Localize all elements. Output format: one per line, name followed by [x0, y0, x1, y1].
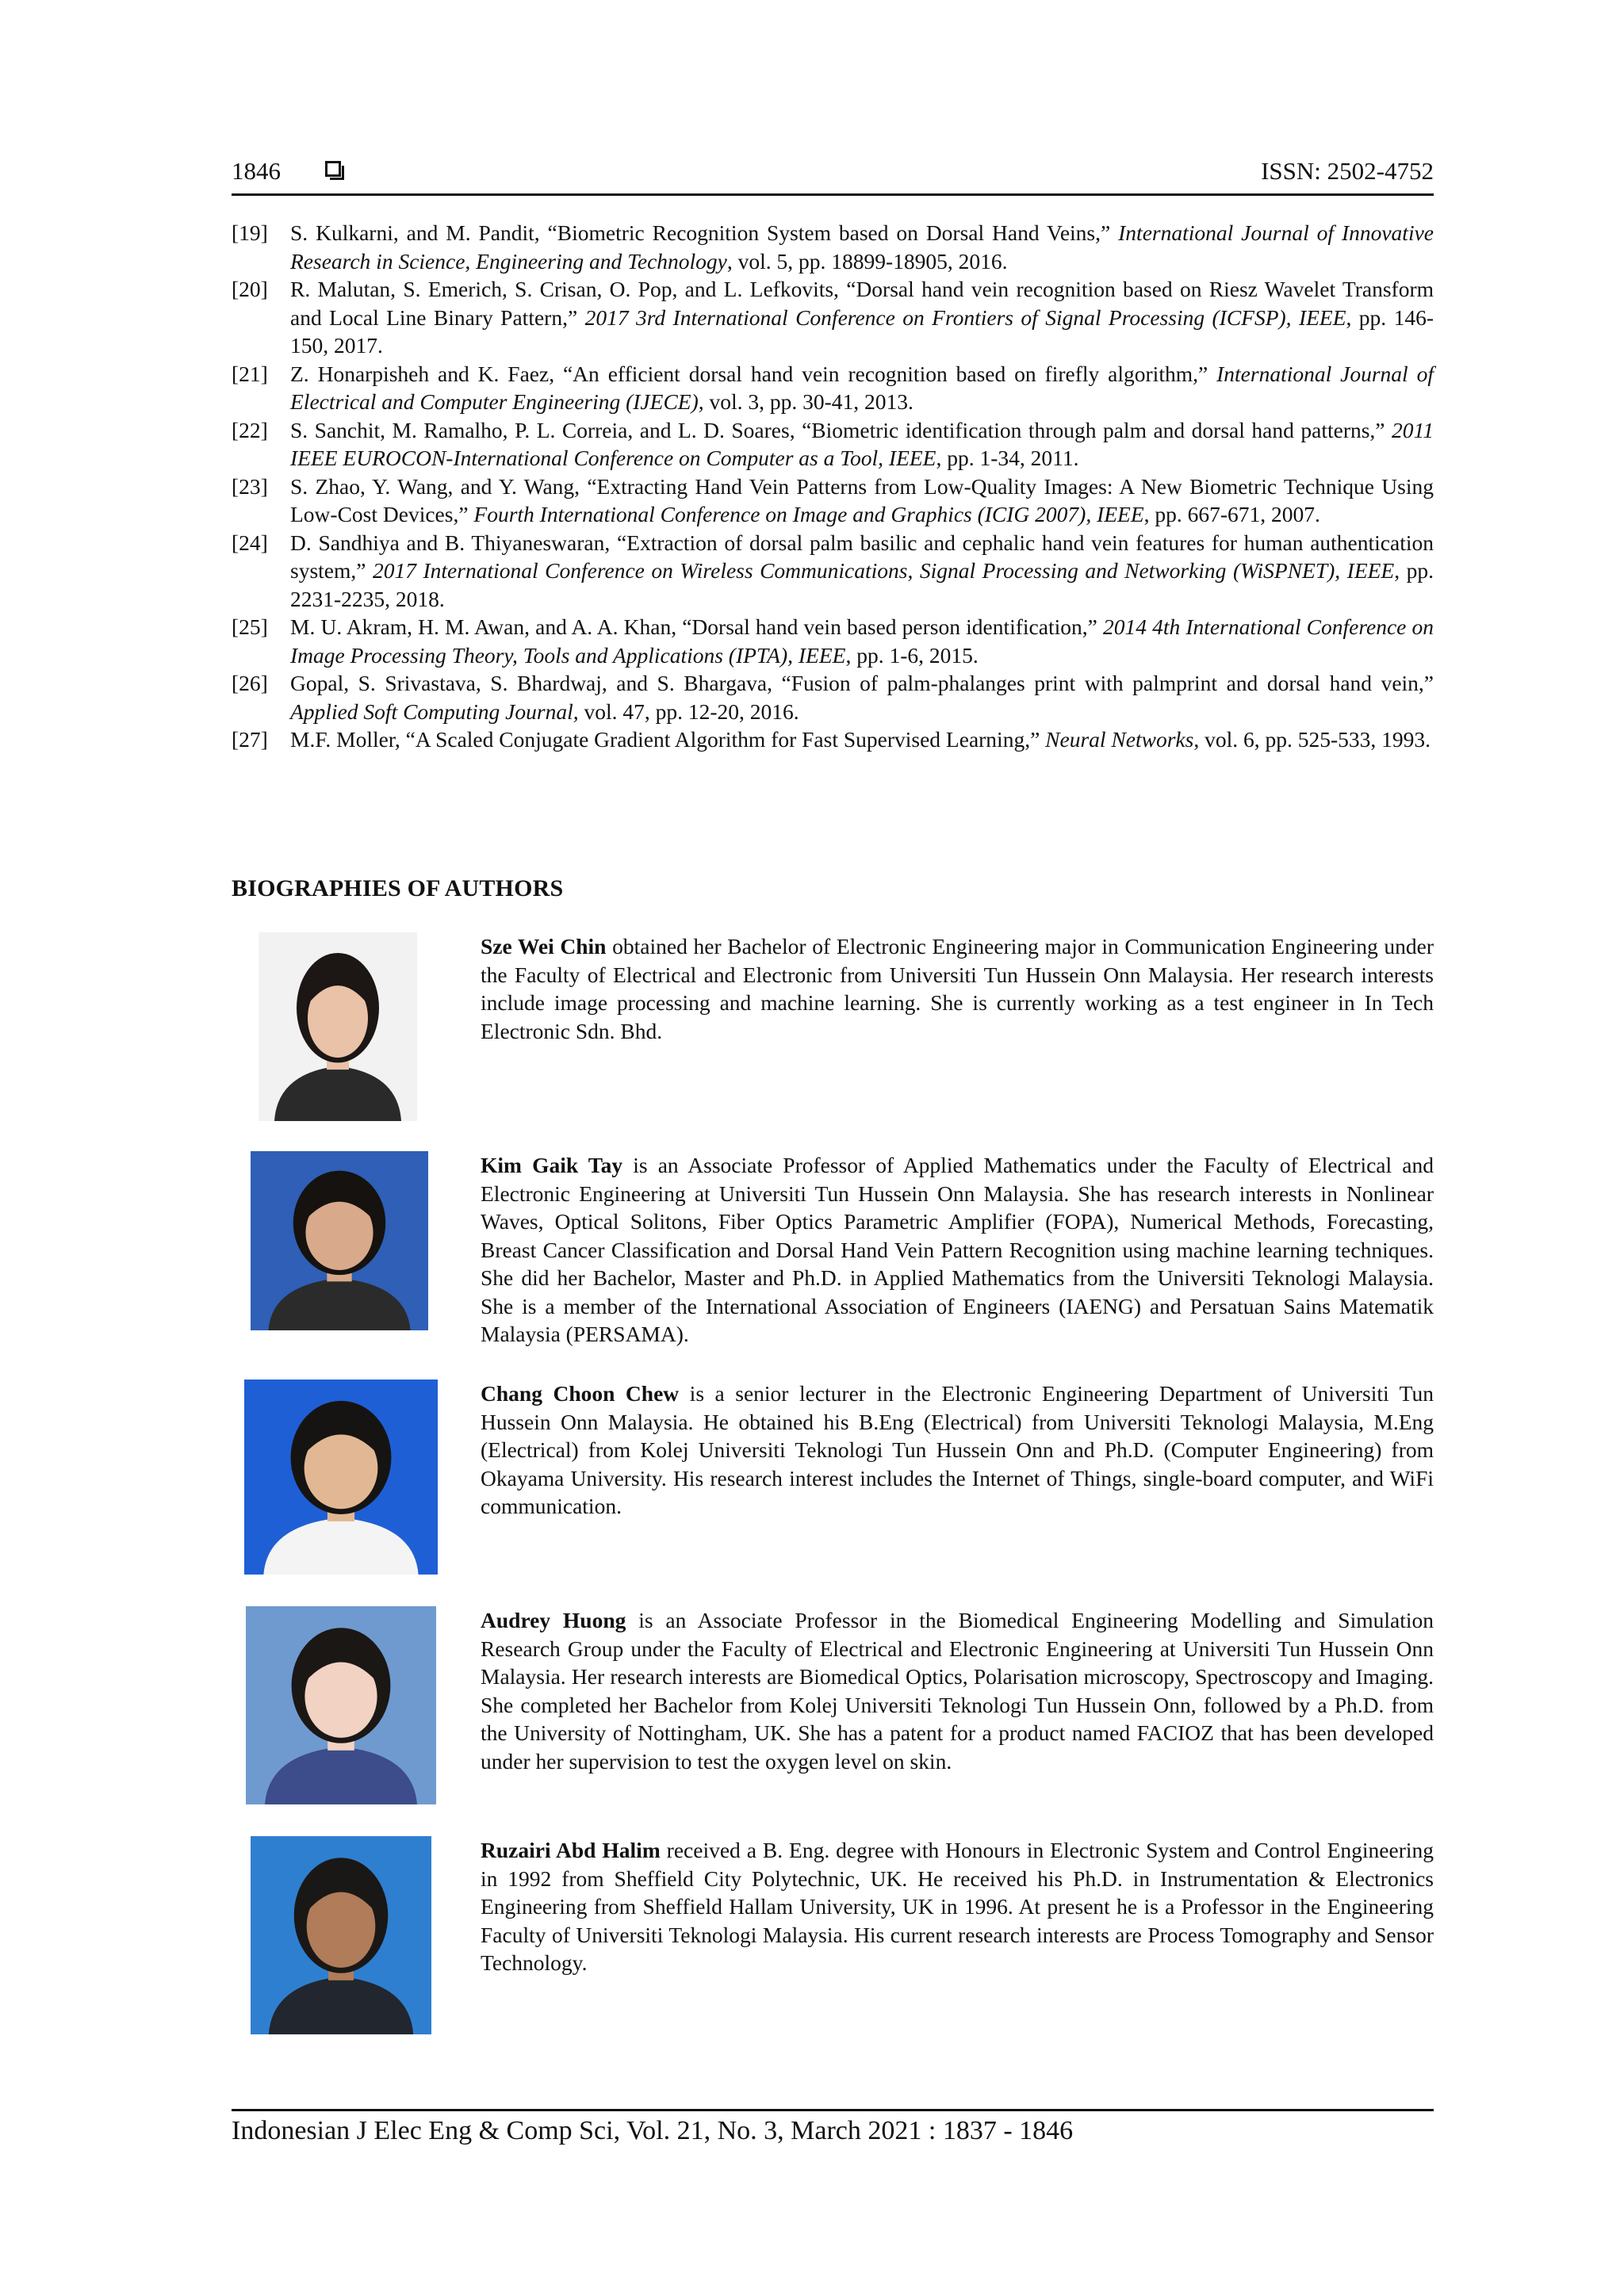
- reference-text: Gopal, S. Srivastava, S. Bhardwaj, and S. Bhargava, “Fusion of palm-phalanges print with palmprint and dorsal hand vein,”: [290, 671, 1434, 695]
- header-rule: [232, 193, 1434, 196]
- reference-text: , pp. 1-34, 2011.: [936, 446, 1079, 470]
- reference-number: [19]: [232, 220, 268, 245]
- author-name: Ruzairi Abd Halim: [481, 1838, 661, 1862]
- reference-text: R. Malutan, S. Emerich, S. Crisan, O. Pop, and L. Lefkovits, “Dorsal hand vein recognition based on Riesz Wavelet Transform and Local Line Binary Pattern,”: [290, 277, 1434, 330]
- reference-text: , pp. 667-671, 2007.: [1143, 502, 1320, 526]
- reference-item: [232, 219, 1434, 275]
- author-bio-text: [481, 1380, 1434, 1521]
- reference-venue: 2014 4th International Conference on Image Processing Theory, Tools and Applications (IPTA), IEEE: [290, 614, 1434, 668]
- reference-venue: Fourth International Conference on Image and Graphics (ICIG 2007), IEEE: [473, 502, 1144, 526]
- author-name: Audrey Huong: [481, 1608, 626, 1632]
- reference-text: D. Sandhiya and B. Thiyaneswaran, “Extraction of dorsal palm basilic and cephalic hand vein features for human authentication system,”: [290, 530, 1434, 583]
- author-photo: [244, 1380, 438, 1575]
- reference-item: [232, 529, 1434, 614]
- author-photo: [246, 1606, 436, 1804]
- author-description: is an Associate Professor of Applied Mathematics under the Faculty of Electrical and Electronic Engineering at Universiti Tun Hussein Onn Malaysia. She has research interests in Nonlinear Waves, Optical Solitons, Fiber Optics Parametric Amplifier (FOPA), Numerical Methods, Forecasting, Breast Cancer Classification and Dorsal Hand Vein Pattern Recognition using machine learning techniques. She did her Bachelor, Master and Ph.D. in Applied Mathematics from the Universiti Teknologi Malaysia. She is a member of the International Association of Engineers (IAENG) and Persatuan Sains Matematik Malaysia (PERSAMA).: [481, 1153, 1434, 1346]
- reference-text: M. U. Akram, H. M. Awan, and A. A. Khan, “Dorsal hand vein based person identification,”: [290, 614, 1103, 639]
- author-photo: [251, 1836, 431, 2034]
- reference-venue: Neural Networks: [1045, 727, 1194, 752]
- reference-number: [25]: [232, 614, 268, 639]
- author-photo: [259, 932, 417, 1121]
- author-bio-text: [481, 1151, 1434, 1349]
- author-description: is an Associate Professor in the Biomedical Engineering Modelling and Simulation Research Group under the Faculty of Electrical and Electronic Engineering at Universiti Tun Hussein Onn Malaysia. Her research interests are Biomedical Optics, Polarisation microscopy, Spectroscopy and Imaging. She completed her Bachelor from Kolej Universiti Teknologi Tun Hussein Onn, followed by a Ph.D. from the University of Nottingham, UK. She has a patent for a product named FACIOZ that has been developed under her supervision to test the oxygen level on skin.: [481, 1608, 1434, 1774]
- square-bullet-icon: [325, 161, 341, 177]
- reference-item: [232, 613, 1434, 669]
- biographies-heading: BIOGRAPHIES OF AUTHORS: [232, 875, 564, 901]
- reference-text: Z. Honarpisheh and K. Faez, “An efficient dorsal hand vein recognition based on firefly algorithm,”: [290, 361, 1217, 386]
- reference-text: S. Kulkarni, and M. Pandit, “Biometric Recognition System based on Dorsal Hand Veins,”: [290, 220, 1119, 245]
- reference-number: [21]: [232, 361, 268, 386]
- reference-list: [232, 219, 1434, 754]
- reference-venue: International Journal of Electrical and Computer Engineering (IJECE),: [290, 361, 1434, 414]
- reference-number: [23]: [232, 473, 268, 499]
- reference-text: S. Zhao, Y. Wang, and Y. Wang, “Extracting Hand Vein Patterns from Low-Quality Images: A New Biometric Technique Using Low-Cost Devices,”: [290, 473, 1434, 526]
- page-number: 1846: [232, 157, 281, 185]
- reference-text: vol. 3, pp. 30-41, 2013.: [703, 389, 914, 414]
- reference-text: , vol. 5, pp. 18899-18905, 2016.: [726, 248, 1008, 274]
- footer-rule: [232, 2109, 1434, 2111]
- reference-text: , pp. 2231-2235, 2018.: [290, 558, 1434, 611]
- reference-number: [24]: [232, 530, 268, 555]
- author-description: obtained her Bachelor of Electronic Engineering major in Communication Engineering under the Faculty of Electrical and Electronic from Universiti Tun Hussein Onn Malaysia. Her research interests include image processing and machine learning. She is currently working as a test engineer in In Tech Electronic Sdn. Bhd.: [481, 934, 1434, 1043]
- reference-text: , vol. 6, pp. 525-533, 1993.: [1193, 727, 1431, 752]
- author-bio-text: [481, 1836, 1434, 1977]
- reference-text: M.F. Moller, “A Scaled Conjugate Gradient Algorithm for Fast Supervised Learning,”: [290, 727, 1046, 752]
- reference-item: [232, 360, 1434, 416]
- reference-item: [232, 473, 1434, 529]
- reference-number: [20]: [232, 277, 268, 301]
- author-bio-text: [481, 932, 1434, 1045]
- reference-number: [26]: [232, 671, 268, 695]
- author-description: received a B. Eng. degree with Honours in Electronic System and Control Engineering in 1992 from Sheffield City Polytechnic, UK. He received his Ph.D. in Instrumentation & Electronics Engineering from Sheffield Hallam University, UK in 1996. At present he is a Professor in the Engineering Faculty of Universiti Teknologi Malaysia. His current research interests are Process Tomography and Sensor Technology.: [481, 1838, 1434, 1975]
- reference-text: , pp. 1-6, 2015.: [845, 642, 979, 668]
- author-name: Kim Gaik Tay: [481, 1153, 623, 1177]
- reference-item: [232, 416, 1434, 473]
- reference-item: [232, 669, 1434, 725]
- reference-text: S. Sanchit, M. Ramalho, P. L. Correia, and L. D. Soares, “Biometric identification through palm and dorsal hand patterns,”: [290, 417, 1392, 442]
- reference-number: [22]: [232, 417, 268, 442]
- reference-venue: 2017 3rd International Conference on Frontiers of Signal Processing (ICFSP), IEEE: [584, 304, 1346, 330]
- reference-number: [27]: [232, 727, 268, 752]
- footer-citation: Indonesian J Elec Eng & Comp Sci, Vol. 21, No. 3, March 2021 : 1837 - 1846: [232, 2116, 1074, 2145]
- reference-text: , pp. 146-150, 2017.: [290, 304, 1434, 358]
- reference-venue: International Journal of Innovative Research in Science, Engineering and Technology: [290, 220, 1434, 274]
- reference-item: [232, 275, 1434, 360]
- page-header: [232, 151, 1434, 192]
- reference-venue: 2011 IEEE EUROCON-International Conference on Computer as a Tool, IEEE: [290, 417, 1434, 470]
- author-description: is a senior lecturer in the Electronic Engineering Department of Universiti Tun Hussein Onn Malaysia. He obtained his B.Eng (Electrical) from Universiti Teknologi Malaysia, M.Eng (Electrical) from Kolej Universiti Teknologi Tun Hussein Onn and Ph.D. (Computer Engineering) from Okayama University. His research interest includes the Internet of Things, single-board computer, and WiFi communication.: [481, 1381, 1434, 1518]
- author-photo: [251, 1151, 428, 1330]
- reference-venue: 2017 International Conference on Wireless Communications, Signal Processing and Networking (WiSPNET), IEEE: [372, 558, 1395, 583]
- reference-text: vol. 47, pp. 12-20, 2016.: [578, 698, 799, 724]
- author-name: Sze Wei Chin: [481, 934, 607, 959]
- reference-item: [232, 725, 1434, 754]
- issn: ISSN: 2502-4752: [1261, 157, 1434, 185]
- author-name: Chang Choon Chew: [481, 1381, 680, 1406]
- reference-venue: Applied Soft Computing Journal,: [290, 698, 579, 724]
- author-bio-text: [481, 1606, 1434, 1775]
